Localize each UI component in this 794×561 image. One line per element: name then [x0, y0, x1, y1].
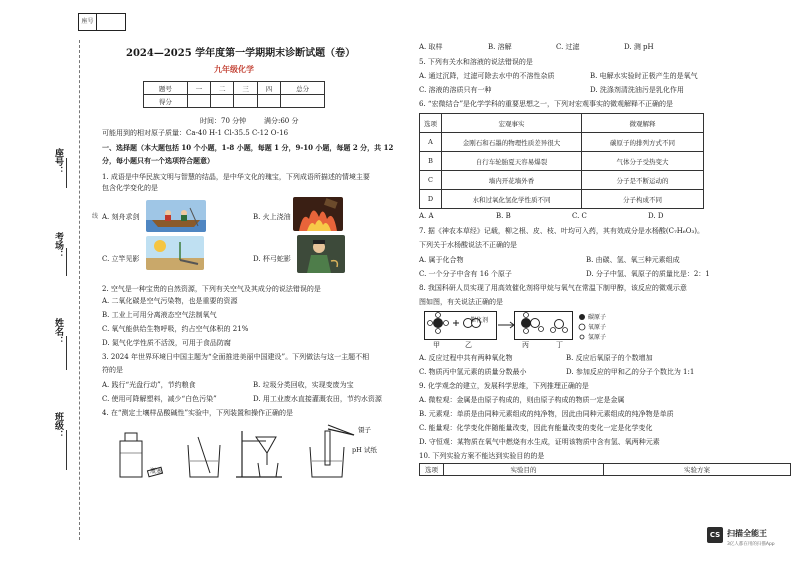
- q9-option-c: C. 能量观：化学变化伴随能量改变，因此有能量改变的变化一定是化学变化: [419, 424, 653, 432]
- q2-stem: 2. 空气是一种宝贵的自然资源，下列有关空气及其成分的说法错误的是: [102, 285, 321, 293]
- q4-tweezers-label: 镊子: [358, 426, 371, 434]
- q6-cell: 碳原子的排列方式不同: [582, 133, 704, 152]
- q3-stem-line2: 符的是: [102, 366, 123, 374]
- q5-option-a: A. 通过沉降，过滤可除去水中的不溶性杂质: [419, 72, 555, 80]
- seat-label: 座号: [79, 14, 97, 30]
- pole-shadow-illustration: [146, 236, 204, 270]
- q6-cell: 分子是不断运动的: [582, 171, 704, 190]
- binding-seat-label: 座号：: [53, 148, 63, 175]
- q1-option-b: B. 火上浇油: [253, 213, 291, 221]
- q1-stem-line2: 包含化学变化的是: [102, 184, 158, 192]
- q4-stem: 4. 在“测定土壤样品酸碱性”实验中，下列装置和操作正确的是: [102, 409, 294, 417]
- q8-stem-line1: 8. 我国科研人员实现了用高效催化剂将甲烷与氧气在常温下制甲醇，该反应的微观示意: [419, 284, 687, 292]
- q3-stem-line1: 3. 2024 年世界环境日中国主题为“全面推进美丽中国建设”。下列做法与这一主题不相: [102, 353, 370, 361]
- q6-table: [419, 113, 704, 209]
- q10-header-cell: 实验目的: [444, 464, 604, 476]
- q4-option-d: D. 测 pH: [624, 43, 654, 51]
- section1-line2: 分，每小题只有一个选项符合题意）: [102, 156, 214, 165]
- q10-table-header: [420, 464, 791, 476]
- q7-option-d: D. 分子中氢、氧原子的质量比是：2：1: [586, 270, 710, 278]
- q9-option-b: B. 元素观：单质是由同种元素组成的纯净物，因此由同种元素组成的纯净物是单质: [419, 410, 674, 418]
- q1-option-c: C. 立竿见影: [102, 255, 140, 263]
- legend-oxygen: 氧原子: [588, 324, 607, 331]
- table-row: [420, 171, 704, 190]
- q10-header-cell: 实验方案: [604, 464, 791, 476]
- q4-ph-label: pH 试纸: [352, 446, 377, 454]
- q7-option-b: B. 由碳、氢、氧三种元素组成: [586, 256, 680, 264]
- legend-hydrogen: 氢原子: [588, 334, 607, 341]
- binding-exam-underline: [66, 248, 67, 276]
- q5-option-c: C. 溶液的溶质只有一种: [419, 86, 492, 94]
- table-row: [420, 152, 704, 171]
- q6-cell: 分子构成不同: [582, 190, 704, 209]
- q6-table-header: [420, 114, 704, 133]
- q6-cell: B: [420, 152, 442, 171]
- q8-label-jia: 甲: [433, 341, 440, 349]
- q8-option-c: C. 物质丙中氢元素的质量分数最小: [419, 368, 527, 376]
- binding-name-underline: [66, 336, 67, 370]
- q6-cell: C: [420, 171, 442, 190]
- score-table-score-row: [144, 95, 325, 108]
- score-cell[interactable]: [257, 95, 280, 108]
- exam-subtitle: 九年级化学: [214, 64, 254, 74]
- q3-option-a: A. 践行“光盘行动”，节约粮食: [102, 381, 196, 389]
- score-cell[interactable]: [211, 95, 234, 108]
- atom-legend-markers: [578, 313, 586, 343]
- score-cell[interactable]: [234, 95, 257, 108]
- q9-stem: 9. 化学观念的建立，发展科学思维，下列推理正确的是: [419, 382, 589, 390]
- q7-option-a: A. 属于化合物: [419, 256, 464, 264]
- q6-cell: 金刚石和石墨的物理性质差异很大: [442, 133, 582, 152]
- section1-line1: 一、选择题（本大题包括 10 个小题，1-8 小题，每题 1 分，9-10 小题，每题 2 分，共 12: [102, 143, 394, 152]
- q6-cell: D: [420, 190, 442, 209]
- score-table-header-row: [144, 82, 325, 95]
- q6-cell: 墙内开花墙外香: [442, 171, 582, 190]
- q2-option-c: C. 氧气能供给生物呼吸，约占空气体积的 21%: [102, 325, 249, 333]
- q10-stem: 10. 下列实验方案不能达到实验目的的是: [419, 452, 545, 460]
- score-header-cell: 题号: [144, 82, 188, 95]
- q7-stem-line2: 下列关于水杨酸说法不正确的是: [419, 241, 517, 249]
- q6-header-cell: 微观解释: [582, 114, 704, 133]
- q1-option-d: D. 杯弓蛇影: [253, 255, 291, 263]
- q10-header-cell: 选项: [420, 464, 444, 476]
- exam-time: 时间：70 分钟: [200, 117, 247, 125]
- atomic-masses: 可能用到的相对原子质量：Ca-40 H-1 Cl-35.5 C-12 O-16: [102, 129, 289, 137]
- q9-option-a: A. 微粒观：金属是由原子构成的，则由原子构成的物质一定是金属: [419, 396, 625, 404]
- binding-line-mark: 线: [92, 213, 99, 220]
- q5-option-b: B. 电解水实验时正极产生的是氧气: [590, 72, 698, 80]
- q8-label-yi: 乙: [465, 341, 472, 349]
- q8-option-d: D. 参加反应的甲和乙的分子个数比为 1:1: [566, 368, 695, 376]
- q6-header-cell: 选项: [420, 114, 442, 133]
- binding-exam-label: 考场：: [53, 232, 63, 259]
- bow-snake-illustration: [297, 235, 345, 273]
- score-header-cell: 三: [234, 82, 257, 95]
- scanner-logo: CS: [707, 527, 723, 543]
- score-header-cell: 一: [187, 82, 210, 95]
- q5-stem: 5. 下列有关水和溶液的说法错误的是: [419, 58, 533, 66]
- legend-carbon: 碳原子: [588, 314, 607, 321]
- q4-option-c: C. 过滤: [556, 43, 580, 51]
- scanner-tagline: 3亿人都在用的扫描App: [727, 542, 775, 547]
- binding-class-underline: [66, 430, 67, 470]
- table-row: [420, 190, 704, 209]
- q2-option-a: A. 二氧化碳是空气污染物，也是重要的资源: [102, 297, 238, 305]
- q1-stem-line1: 1. 成语是中华民族文明与智慧的结晶，是中华文化的瑰宝，下列成语所描述的情境主要: [102, 173, 370, 181]
- q8-catalyst-label: 催化剂: [470, 317, 489, 324]
- score-header-cell: 四: [257, 82, 280, 95]
- q6-header-cell: 宏观事实: [442, 114, 582, 133]
- q6-option-d: D. D: [648, 212, 664, 220]
- exam-full-score: 满分:60 分: [264, 117, 299, 125]
- q8-option-a: A. 反应过程中共有两种氧化物: [419, 354, 513, 362]
- q5-option-d: D. 洗涤剂清洗油污是乳化作用: [590, 86, 684, 94]
- q8-stem-line2: 图如图，有关说法正确的是: [419, 298, 503, 306]
- fire-oil-illustration: [293, 197, 343, 231]
- q4-option-a: A. 取样: [419, 43, 443, 51]
- q2-option-d: D. 氮气化学性质不活泼，可用于食品防腐: [102, 339, 231, 347]
- score-header-cell: 总分: [281, 82, 325, 95]
- reaction-micro-diagram: [424, 311, 574, 347]
- score-cell[interactable]: [187, 95, 210, 108]
- boat-sword-illustration: [146, 200, 206, 232]
- q6-option-a: A. A: [419, 212, 434, 220]
- scanner-name: 扫描全能王: [727, 529, 767, 538]
- q8-option-b: B. 反应后氧原子的个数增加: [566, 354, 653, 362]
- q1-option-a: A. 刻舟求剑: [102, 213, 140, 221]
- table-row: [420, 133, 704, 152]
- binding-dashed-line: [79, 40, 80, 540]
- score-header-cell: 二: [211, 82, 234, 95]
- q10-table: [419, 463, 791, 476]
- exam-title: 2024—2025 学年度第一学期期末诊断试题（卷）: [126, 48, 356, 59]
- q7-option-c: C. 一个分子中含有 16 个原子: [419, 270, 512, 278]
- q2-option-b: B. 工业上可用分离液态空气法制氧气: [102, 311, 217, 319]
- seat-number-box: [78, 13, 126, 31]
- q8-label-ding: 丁: [556, 341, 563, 349]
- q4-bottle-label: 瓶塞: [150, 468, 163, 475]
- q3-option-b: B. 垃圾分类回收，实现变废为宝: [253, 381, 354, 389]
- score-table: [143, 81, 325, 108]
- q3-option-c: C. 使用可降解塑料，减少“白色污染”: [102, 395, 217, 403]
- binding-name-label: 姓名：: [53, 318, 63, 345]
- q9-option-d: D. 守恒观：某物质在氧气中燃烧有水生成，证明该物质中含有氢、氧两种元素: [419, 438, 660, 446]
- q6-cell: A: [420, 133, 442, 152]
- score-row-label: 得分: [144, 95, 188, 108]
- q4-option-b: B. 溶解: [488, 43, 512, 51]
- binding-class-label: 班级：: [53, 412, 63, 439]
- q3-option-d: D. 用工业废水直接灌溉农田，节约水资源: [253, 395, 382, 403]
- q6-cell: 气体分子受热变大: [582, 152, 704, 171]
- q7-stem-line1: 7. 据《神农本草经》记载，柳之根、皮、枝、叶均可入药，其有效成分是水杨酸(C₇H₆O₃)。: [419, 227, 704, 235]
- q8-label-bing: 丙: [522, 341, 529, 349]
- q6-option-b: B. B: [496, 212, 511, 220]
- q6-stem: 6. “宏微结合”是化学学科的重要思想之一，下列对宏观事实的微观解释不正确的是: [419, 100, 674, 108]
- q6-option-c: C. C: [572, 212, 587, 220]
- binding-seat-underline: [66, 158, 67, 188]
- q6-cell: 水和过氧化氢化学性质不同: [442, 190, 582, 209]
- score-cell[interactable]: [281, 95, 325, 108]
- q6-cell: 自行车轮胎夏天容易爆裂: [442, 152, 582, 171]
